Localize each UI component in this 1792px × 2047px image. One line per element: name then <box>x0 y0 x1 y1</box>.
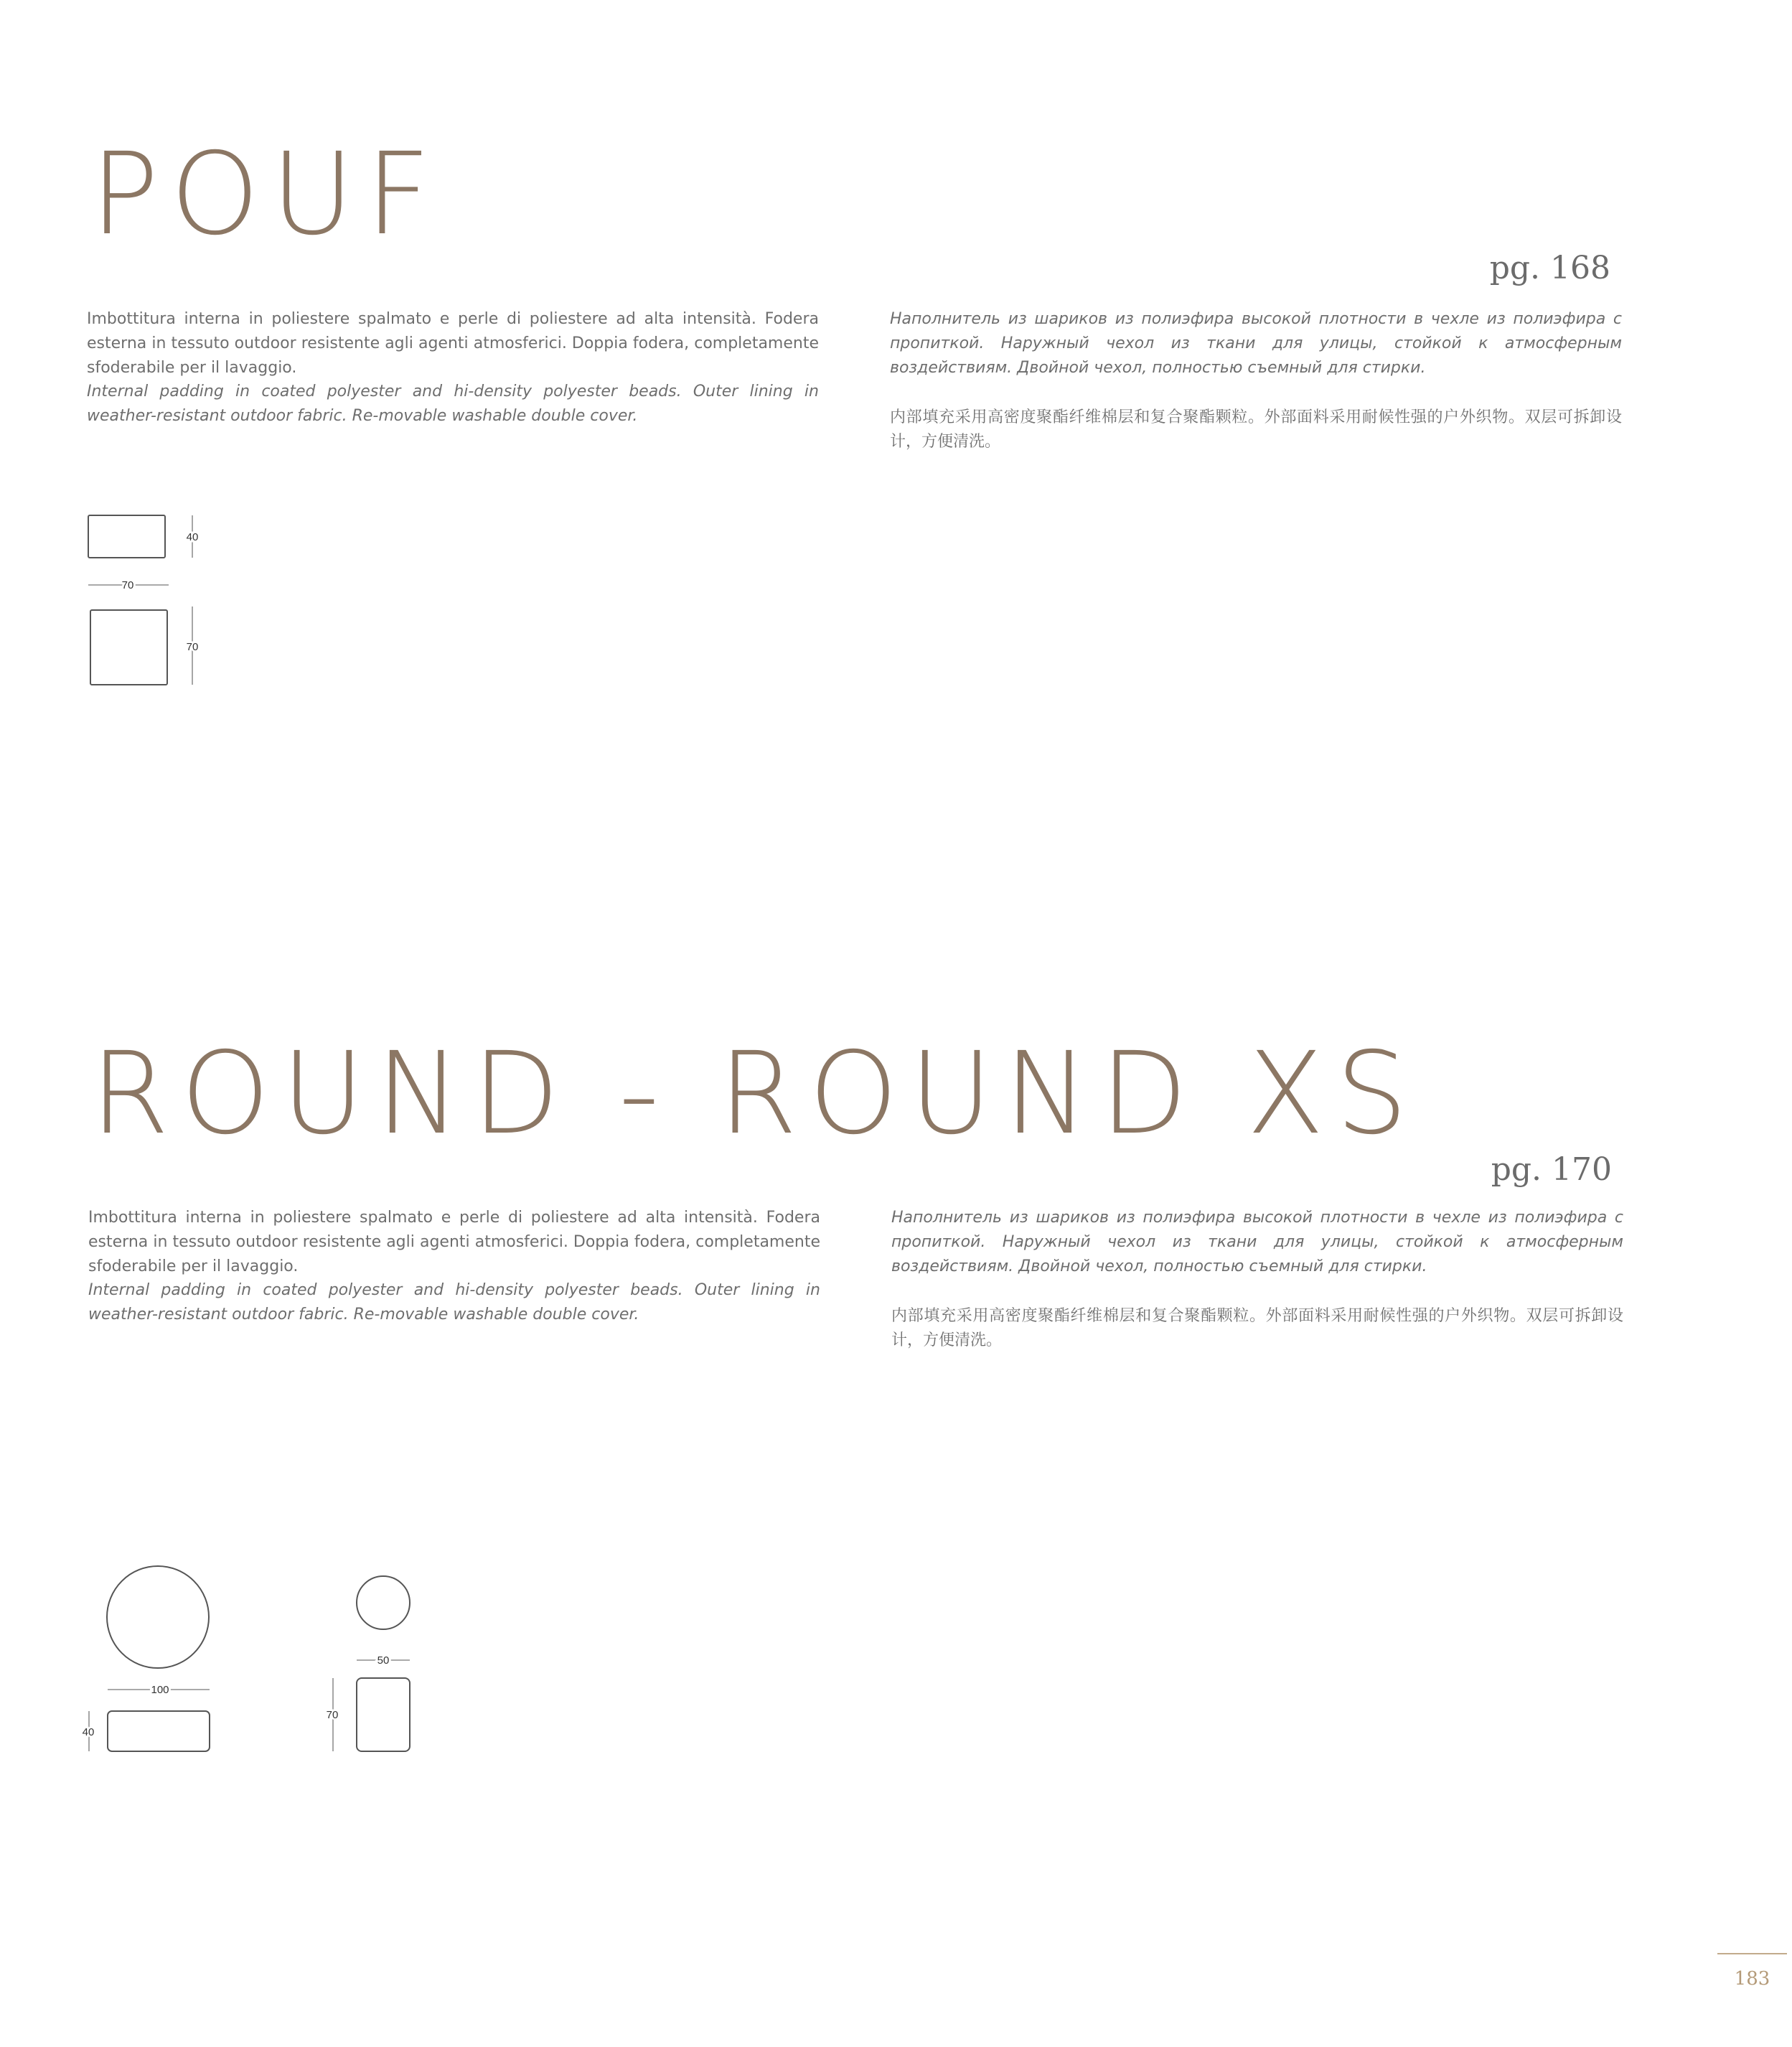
round-xs-height-label: 70 <box>326 1709 339 1721</box>
pouf-description-chinese: 内部填充采用高密度聚酯纤维棉层和复合聚酯颗粒。外部面料采用耐候性强的户外织物。双层可拆卸设计，方便清洗。 <box>890 408 1622 451</box>
round-drawing <box>72 1558 237 1758</box>
pouf-page-reference: pg. 168 <box>1489 250 1610 286</box>
round-diameter-label: 100 <box>151 1684 169 1696</box>
round-description-english: Internal padding in coated polyester and hi-density polyester beads. Outer lining in weather-resistant outdoor fabric. Re-movable washable double cover. <box>88 1281 820 1324</box>
round-xs-drawing <box>316 1572 423 1758</box>
pouf-width-label: 70 <box>121 579 134 591</box>
round-description-russian: Наполнитель из шариков из полиэфира высокой плотности в чехле из полиэфира с пропиткой. Наружный чехол из ткани для улицы, стойкой к атмосферным воздействиям. Двойной чехол, полностью съемный для стирки. <box>891 1209 1623 1275</box>
page-number: 183 <box>1734 1968 1770 1990</box>
round-page-reference: pg. 170 <box>1491 1151 1612 1188</box>
pouf-side-view-drawing <box>79 502 215 603</box>
round-description-italian: Imbottitura interna in poliestere spalmato e perle di poliestere ad alta intensità. Fodera esterna in tessuto outdoor resistente agli agenti atmosferici. Doppia fodera, completamente sfoderabile per il lavaggio. <box>88 1209 820 1275</box>
round-height-label: 40 <box>82 1726 95 1738</box>
round-xs-diameter-label: 50 <box>377 1654 390 1667</box>
pouf-side-view-outline <box>88 515 165 558</box>
round-top-view-outline <box>107 1566 209 1668</box>
pouf-title: POUF <box>90 128 443 261</box>
round-xs-top-view-outline <box>357 1576 410 1629</box>
pouf-description-english: Internal padding in coated polyester and hi-density polyester beads. Outer lining in weather-resistant outdoor fabric. Re-movable washable double cover. <box>87 383 819 425</box>
pouf-height-label: 40 <box>186 531 199 543</box>
pouf-top-view-outline <box>90 610 167 685</box>
pouf-top-view-drawing <box>79 603 215 696</box>
pouf-depth-label: 70 <box>186 641 199 653</box>
pouf-description-russian: Наполнитель из шариков из полиэфира высокой плотности в чехле из полиэфира с пропиткой. Наружный чехол из ткани для улицы, стойкой к атмосферным воздействиям. Двойной чехол, полностью съемный для стирки. <box>890 310 1622 377</box>
round-xs-side-view-outline <box>357 1678 410 1751</box>
footer-rule <box>1717 1953 1787 1954</box>
round-description-chinese: 内部填充采用高密度聚酯纤维棉层和复合聚酯颗粒。外部面料采用耐候性强的户外织物。双层可拆卸设计，方便清洗。 <box>891 1307 1623 1349</box>
pouf-description-italian: Imbottitura interna in poliestere spalmato e perle di poliestere ad alta intensità. Fodera esterna in tessuto outdoor resistente agli agenti atmosferici. Doppia fodera, completamente sfoderabile per il lavaggio. <box>87 310 819 377</box>
round-title: ROUND - ROUND XS <box>90 1028 1420 1160</box>
round-side-view-outline <box>108 1711 210 1751</box>
